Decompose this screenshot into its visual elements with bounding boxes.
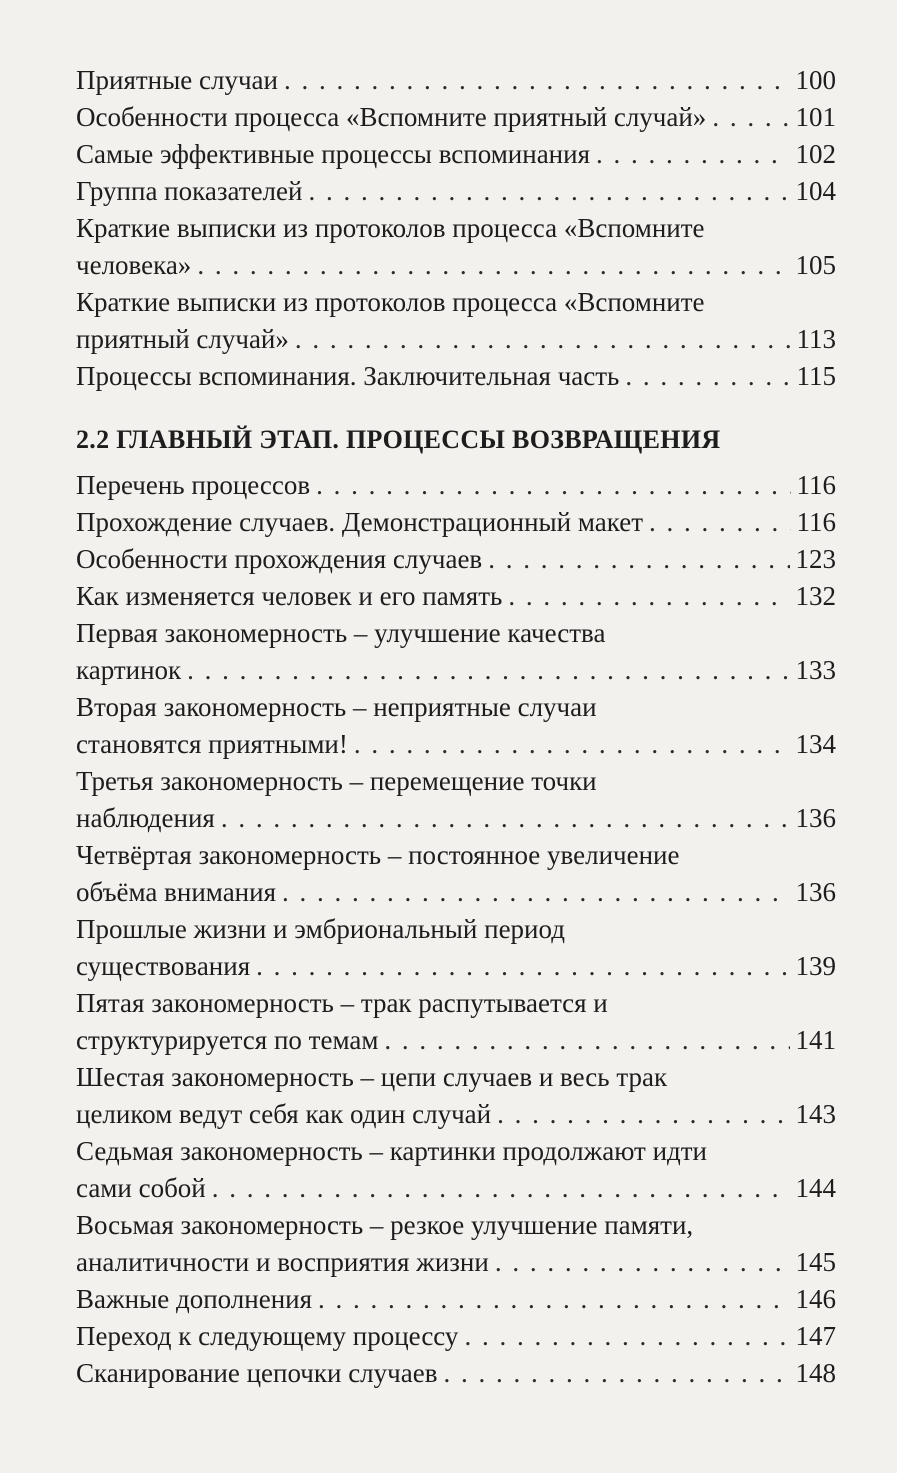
toc-entry-title: Приятные случаи — [76, 65, 278, 95]
toc-entry — [76, 467, 836, 504]
toc-entry — [76, 689, 836, 763]
toc-entry — [76, 1318, 836, 1355]
dot-leader — [256, 948, 789, 985]
dot-leader — [187, 652, 789, 689]
toc-entry-title: Группа показателей — [76, 176, 303, 206]
dot-leader — [625, 358, 790, 395]
dot-leader — [354, 726, 790, 763]
toc-entry-title-line1: Краткие выписки из протоколов процесса «Вспомните — [76, 213, 705, 243]
toc-page-number: 148 — [795, 1358, 836, 1388]
toc-entry-title-line1: Восьмая закономерность – резкое улучшение памяти, — [76, 1210, 694, 1240]
toc-entry — [76, 210, 836, 284]
toc-entry-title: Самые эффективные процессы вспоминания — [76, 139, 590, 169]
dot-leader — [497, 1096, 789, 1133]
toc-entry-title-line2: человека» — [76, 250, 192, 280]
toc-entry — [76, 541, 836, 578]
toc-entry-title-line1: Вторая закономерность – неприятные случаи — [76, 692, 597, 722]
dot-leader — [495, 1244, 790, 1281]
dot-leader — [197, 247, 789, 284]
dot-leader — [221, 800, 790, 837]
dot-leader — [443, 1355, 789, 1392]
toc-page-number: 101 — [795, 102, 836, 132]
toc-page-number: 134 — [795, 729, 836, 759]
toc-entry-title-line1: Четвёртая закономерность – постоянное увеличение — [76, 840, 680, 870]
toc-page-number: 100 — [795, 65, 836, 95]
toc-page-number: 141 — [795, 1025, 836, 1055]
toc-entry-title: Прохождение случаев. Демонстрационный макет — [76, 507, 643, 537]
toc-entry — [76, 99, 836, 136]
toc-page-number: 113 — [796, 324, 836, 354]
toc-entry-title-line2: целиком ведут себя как один случай — [76, 1099, 492, 1129]
toc-entry-title-line2: приятный случай» — [76, 324, 289, 354]
toc-entry-title-line2: существования — [76, 951, 251, 981]
toc-page-number: 143 — [795, 1099, 836, 1129]
dot-leader — [384, 1022, 789, 1059]
toc-page-number: 133 — [795, 655, 836, 685]
toc-entry-title: Сканирование цепочки случаев — [76, 1358, 438, 1388]
toc-entry — [76, 1207, 836, 1281]
toc-page-number: 102 — [795, 139, 836, 169]
toc-entry — [76, 578, 836, 615]
dot-leader — [284, 62, 790, 99]
toc-page-number: 139 — [795, 951, 836, 981]
toc-entry — [76, 763, 836, 837]
dot-leader — [596, 136, 790, 173]
toc-page-number: 115 — [796, 361, 836, 391]
toc-entry — [76, 1133, 836, 1207]
toc-entry-title-line2: структурируется по темам — [76, 1025, 379, 1055]
toc-entry — [76, 615, 836, 689]
toc-entry-title-line1: Краткие выписки из протоколов процесса «Вспомните — [76, 287, 705, 317]
toc-entry-title: Важные дополнения — [76, 1284, 313, 1314]
toc-entry-title-line1: Пятая закономерность – трак распутывается и — [76, 988, 608, 1018]
toc-entry — [76, 62, 836, 99]
table-of-contents — [76, 62, 836, 1392]
toc-entry-title-line2: сами собой — [76, 1173, 206, 1203]
toc-entry — [76, 358, 836, 395]
toc-entry-title: Процессы вспоминания. Заключительная часть — [76, 361, 620, 391]
toc-entry — [76, 911, 836, 985]
toc-entry — [76, 985, 836, 1059]
toc-entry-title-line1: Седьмая закономерность – картинки продолжают идти — [76, 1136, 708, 1166]
toc-entry — [76, 284, 836, 358]
section-heading: 2.2 ГЛАВНЫЙ ЭТАП. ПРОЦЕССЫ ВОЗВРАЩЕНИЯ — [76, 425, 721, 454]
toc-entry — [76, 136, 836, 173]
toc-entry-title-line1: Первая закономерность – улучшение качества — [76, 618, 606, 648]
toc-page-number: 147 — [795, 1321, 836, 1351]
toc-entry-title-line2: объёма внимания — [76, 877, 276, 907]
toc-entry-title: Перечень процессов — [76, 470, 311, 500]
toc-entry-title-line2: наблюдения — [76, 803, 215, 833]
dot-leader — [488, 541, 789, 578]
dot-leader — [212, 1170, 790, 1207]
toc-entry-title: Особенности прохождения случаев — [76, 544, 483, 574]
toc-page-number: 116 — [796, 470, 836, 500]
toc-page-number: 136 — [795, 877, 836, 907]
dot-leader — [464, 1318, 789, 1355]
toc-entry-title-line2: картинок — [76, 655, 182, 685]
toc-page-number: 146 — [795, 1284, 836, 1314]
dot-leader — [282, 874, 790, 911]
toc-entry — [76, 1281, 836, 1318]
toc-entry-title-line1: Шестая закономерность – цепи случаев и весь трак — [76, 1062, 668, 1092]
toc-entry-title-line1: Третья закономерность – перемещение точки — [76, 766, 597, 796]
toc-page-number: 132 — [795, 581, 836, 611]
toc-entry-title: Особенности процесса «Вспомните приятный случай» — [76, 102, 707, 132]
toc-entry — [76, 837, 836, 911]
toc-page-number: 123 — [795, 544, 836, 574]
dot-leader — [318, 1281, 789, 1318]
toc-entry-title-line2: становятся приятными! — [76, 729, 348, 759]
toc-entry — [76, 504, 836, 541]
toc-page-number: 136 — [795, 803, 836, 833]
dot-leader — [316, 467, 790, 504]
dot-leader — [649, 504, 791, 541]
dot-leader — [295, 321, 791, 358]
toc-entry-title-line2: аналитичности и восприятия жизни — [76, 1247, 489, 1277]
dot-leader — [508, 578, 789, 615]
toc-entry — [76, 173, 836, 210]
toc-entry — [76, 1355, 836, 1392]
toc-page-number: 144 — [795, 1173, 836, 1203]
toc-page-number: 145 — [795, 1247, 836, 1277]
dot-leader — [712, 99, 789, 136]
toc-entry-title-line1: Прошлые жизни и эмбриональный период — [76, 914, 565, 944]
toc-entry-title: Как изменяется человек и его память — [76, 581, 503, 611]
toc-entry-title: Переход к следующему процессу — [76, 1321, 459, 1351]
toc-page-number: 105 — [795, 250, 836, 280]
toc-page-number: 104 — [795, 176, 836, 206]
toc-page-number: 116 — [796, 507, 836, 537]
dot-leader — [308, 173, 789, 210]
toc-entry — [76, 1059, 836, 1133]
